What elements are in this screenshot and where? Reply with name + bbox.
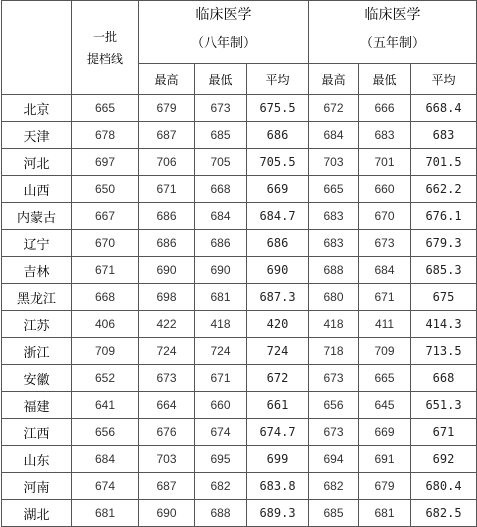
eight-min-cell: 681: [195, 284, 247, 311]
cutoff-cell: 650: [72, 176, 139, 203]
eight-max-cell: 690: [139, 257, 195, 284]
eight-min-cell: 684: [195, 203, 247, 230]
col-min-eight: 最低: [195, 64, 247, 95]
eight-avg-cell: 672: [247, 365, 309, 392]
col-min-five: 最低: [359, 64, 411, 95]
table-row: [2, 338, 477, 365]
cutoff-cell: 709: [72, 338, 139, 365]
province-cell: 吉林: [2, 257, 72, 284]
five-max-cell: 684: [309, 122, 359, 149]
five-avg-cell: 668.4: [411, 95, 477, 122]
five-min-cell: 709: [359, 338, 411, 365]
five-avg-cell: 680.4: [411, 473, 477, 500]
province-cell: 内蒙古: [2, 203, 72, 230]
table-row: [2, 257, 477, 284]
eight-max-cell: 706: [139, 149, 195, 176]
province-cell: 江西: [2, 419, 72, 446]
five-max-cell: 703: [309, 149, 359, 176]
eight-avg-cell: 724: [247, 338, 309, 365]
table-row: [2, 176, 477, 203]
five-max-cell: 683: [309, 203, 359, 230]
eight-min-cell: 671: [195, 365, 247, 392]
eight-min-cell: 682: [195, 473, 247, 500]
eight-avg-cell: 675.5: [247, 95, 309, 122]
eight-max-cell: 676: [139, 419, 195, 446]
cutoff-header-line2: 提档线: [86, 51, 123, 66]
five-max-cell: 656: [309, 392, 359, 419]
eight-max-cell: 671: [139, 176, 195, 203]
five-max-cell: 694: [309, 446, 359, 473]
five-max-cell: 672: [309, 95, 359, 122]
eight-avg-cell: 420: [247, 311, 309, 338]
eight-avg-cell: 705.5: [247, 149, 309, 176]
eight-avg-cell: 687.3: [247, 284, 309, 311]
score-table: [1, 0, 477, 527]
table-row: [2, 446, 477, 473]
five-avg-cell: 671: [411, 419, 477, 446]
five-min-cell: 670: [359, 203, 411, 230]
table-row: [2, 203, 477, 230]
eight-avg-cell: 669: [247, 176, 309, 203]
eight-max-cell: 686: [139, 230, 195, 257]
cutoff-cell: 681: [72, 500, 139, 527]
province-cell: 湖北: [2, 500, 72, 527]
cutoff-cell: 652: [72, 365, 139, 392]
five-min-cell: 679: [359, 473, 411, 500]
five-max-cell: 665: [309, 176, 359, 203]
eight-avg-cell: 661: [247, 392, 309, 419]
cutoff-cell: 406: [72, 311, 139, 338]
cutoff-cell: 674: [72, 473, 139, 500]
eight-avg-cell: 686: [247, 230, 309, 257]
five-max-cell: 680: [309, 284, 359, 311]
eight-avg-cell: 684.7: [247, 203, 309, 230]
group-five-year-title: 临床医学: [364, 7, 421, 24]
eight-max-cell: 664: [139, 392, 195, 419]
table-row: [2, 392, 477, 419]
five-avg-cell: 692: [411, 446, 477, 473]
five-max-cell: 688: [309, 257, 359, 284]
eight-avg-cell: 683.8: [247, 473, 309, 500]
province-cell: 黑龙江: [2, 284, 72, 311]
five-max-cell: 682: [309, 473, 359, 500]
five-min-cell: 671: [359, 284, 411, 311]
province-cell: 山西: [2, 176, 72, 203]
cutoff-header-line1: 一批: [92, 29, 117, 44]
eight-min-cell: 418: [195, 311, 247, 338]
five-avg-cell: 683: [411, 122, 477, 149]
eight-max-cell: 690: [139, 500, 195, 527]
eight-max-cell: 703: [139, 446, 195, 473]
eight-avg-cell: 686: [247, 122, 309, 149]
table-row: [2, 473, 477, 500]
cutoff-cell: 684: [72, 446, 139, 473]
cutoff-cell: 678: [72, 122, 139, 149]
eight-min-cell: 688: [195, 500, 247, 527]
table-row: [2, 284, 477, 311]
five-min-cell: 665: [359, 365, 411, 392]
five-min-cell: 691: [359, 446, 411, 473]
col-max-five: 最高: [309, 64, 359, 95]
col-max-eight: 最高: [139, 64, 195, 95]
corner-cell: [2, 1, 72, 95]
eight-max-cell: 679: [139, 95, 195, 122]
province-cell: 河北: [2, 149, 72, 176]
five-min-cell: 681: [359, 500, 411, 527]
five-max-cell: 673: [309, 365, 359, 392]
five-min-cell: 669: [359, 419, 411, 446]
five-min-cell: 683: [359, 122, 411, 149]
five-avg-cell: 651.3: [411, 392, 477, 419]
eight-max-cell: 724: [139, 338, 195, 365]
eight-min-cell: 668: [195, 176, 247, 203]
eight-avg-cell: 689.3: [247, 500, 309, 527]
eight-max-cell: 687: [139, 122, 195, 149]
province-cell: 河南: [2, 473, 72, 500]
col-avg-five: 平均: [411, 64, 477, 95]
five-avg-cell: 676.1: [411, 203, 477, 230]
eight-min-cell: 690: [195, 257, 247, 284]
cutoff-cell: 670: [72, 230, 139, 257]
eight-max-cell: 698: [139, 284, 195, 311]
eight-min-cell: 695: [195, 446, 247, 473]
province-cell: 浙江: [2, 338, 72, 365]
eight-avg-cell: 690: [247, 257, 309, 284]
table-row: [2, 230, 477, 257]
group-five-year-header: [309, 1, 477, 64]
group-eight-year-header: [139, 1, 309, 64]
five-avg-cell: 685.3: [411, 257, 477, 284]
table-row: [2, 95, 477, 122]
five-avg-cell: 713.5: [411, 338, 477, 365]
cutoff-cell: 671: [72, 257, 139, 284]
five-min-cell: 666: [359, 95, 411, 122]
table-row: [2, 365, 477, 392]
cutoff-header: [72, 1, 139, 95]
col-avg-eight: 平均: [247, 64, 309, 95]
five-min-cell: 684: [359, 257, 411, 284]
five-avg-cell: 668: [411, 365, 477, 392]
group-eight-year-title: 临床医学: [195, 7, 252, 24]
eight-avg-cell: 674.7: [247, 419, 309, 446]
eight-min-cell: 724: [195, 338, 247, 365]
eight-avg-cell: 699: [247, 446, 309, 473]
five-avg-cell: 662.2: [411, 176, 477, 203]
five-max-cell: 418: [309, 311, 359, 338]
five-max-cell: 683: [309, 230, 359, 257]
province-cell: 天津: [2, 122, 72, 149]
eight-min-cell: 673: [195, 95, 247, 122]
cutoff-cell: 667: [72, 203, 139, 230]
five-min-cell: 701: [359, 149, 411, 176]
eight-max-cell: 673: [139, 365, 195, 392]
eight-max-cell: 686: [139, 203, 195, 230]
eight-min-cell: 685: [195, 122, 247, 149]
five-min-cell: 645: [359, 392, 411, 419]
five-max-cell: 718: [309, 338, 359, 365]
cutoff-cell: 697: [72, 149, 139, 176]
cutoff-cell: 668: [72, 284, 139, 311]
five-avg-cell: 701.5: [411, 149, 477, 176]
cutoff-cell: 641: [72, 392, 139, 419]
five-min-cell: 660: [359, 176, 411, 203]
table-row: [2, 311, 477, 338]
eight-min-cell: 705: [195, 149, 247, 176]
table-row: [2, 122, 477, 149]
group-eight-year-sub: （八年制）: [191, 36, 257, 52]
five-max-cell: 673: [309, 419, 359, 446]
table-row: [2, 149, 477, 176]
eight-min-cell: 686: [195, 230, 247, 257]
province-cell: 北京: [2, 95, 72, 122]
eight-max-cell: 422: [139, 311, 195, 338]
cutoff-cell: 656: [72, 419, 139, 446]
five-avg-cell: 682.5: [411, 500, 477, 527]
eight-min-cell: 660: [195, 392, 247, 419]
five-max-cell: 685: [309, 500, 359, 527]
five-avg-cell: 414.3: [411, 311, 477, 338]
eight-min-cell: 674: [195, 419, 247, 446]
eight-max-cell: 687: [139, 473, 195, 500]
five-avg-cell: 675: [411, 284, 477, 311]
group-five-year-sub: （五年制）: [360, 36, 426, 52]
five-min-cell: 411: [359, 311, 411, 338]
table-row: [2, 500, 477, 527]
province-cell: 江苏: [2, 311, 72, 338]
table-row: [2, 419, 477, 446]
province-cell: 福建: [2, 392, 72, 419]
five-avg-cell: 679.3: [411, 230, 477, 257]
cutoff-cell: 665: [72, 95, 139, 122]
five-min-cell: 673: [359, 230, 411, 257]
province-cell: 山东: [2, 446, 72, 473]
province-cell: 安徽: [2, 365, 72, 392]
province-cell: 辽宁: [2, 230, 72, 257]
table-body: [2, 95, 477, 527]
